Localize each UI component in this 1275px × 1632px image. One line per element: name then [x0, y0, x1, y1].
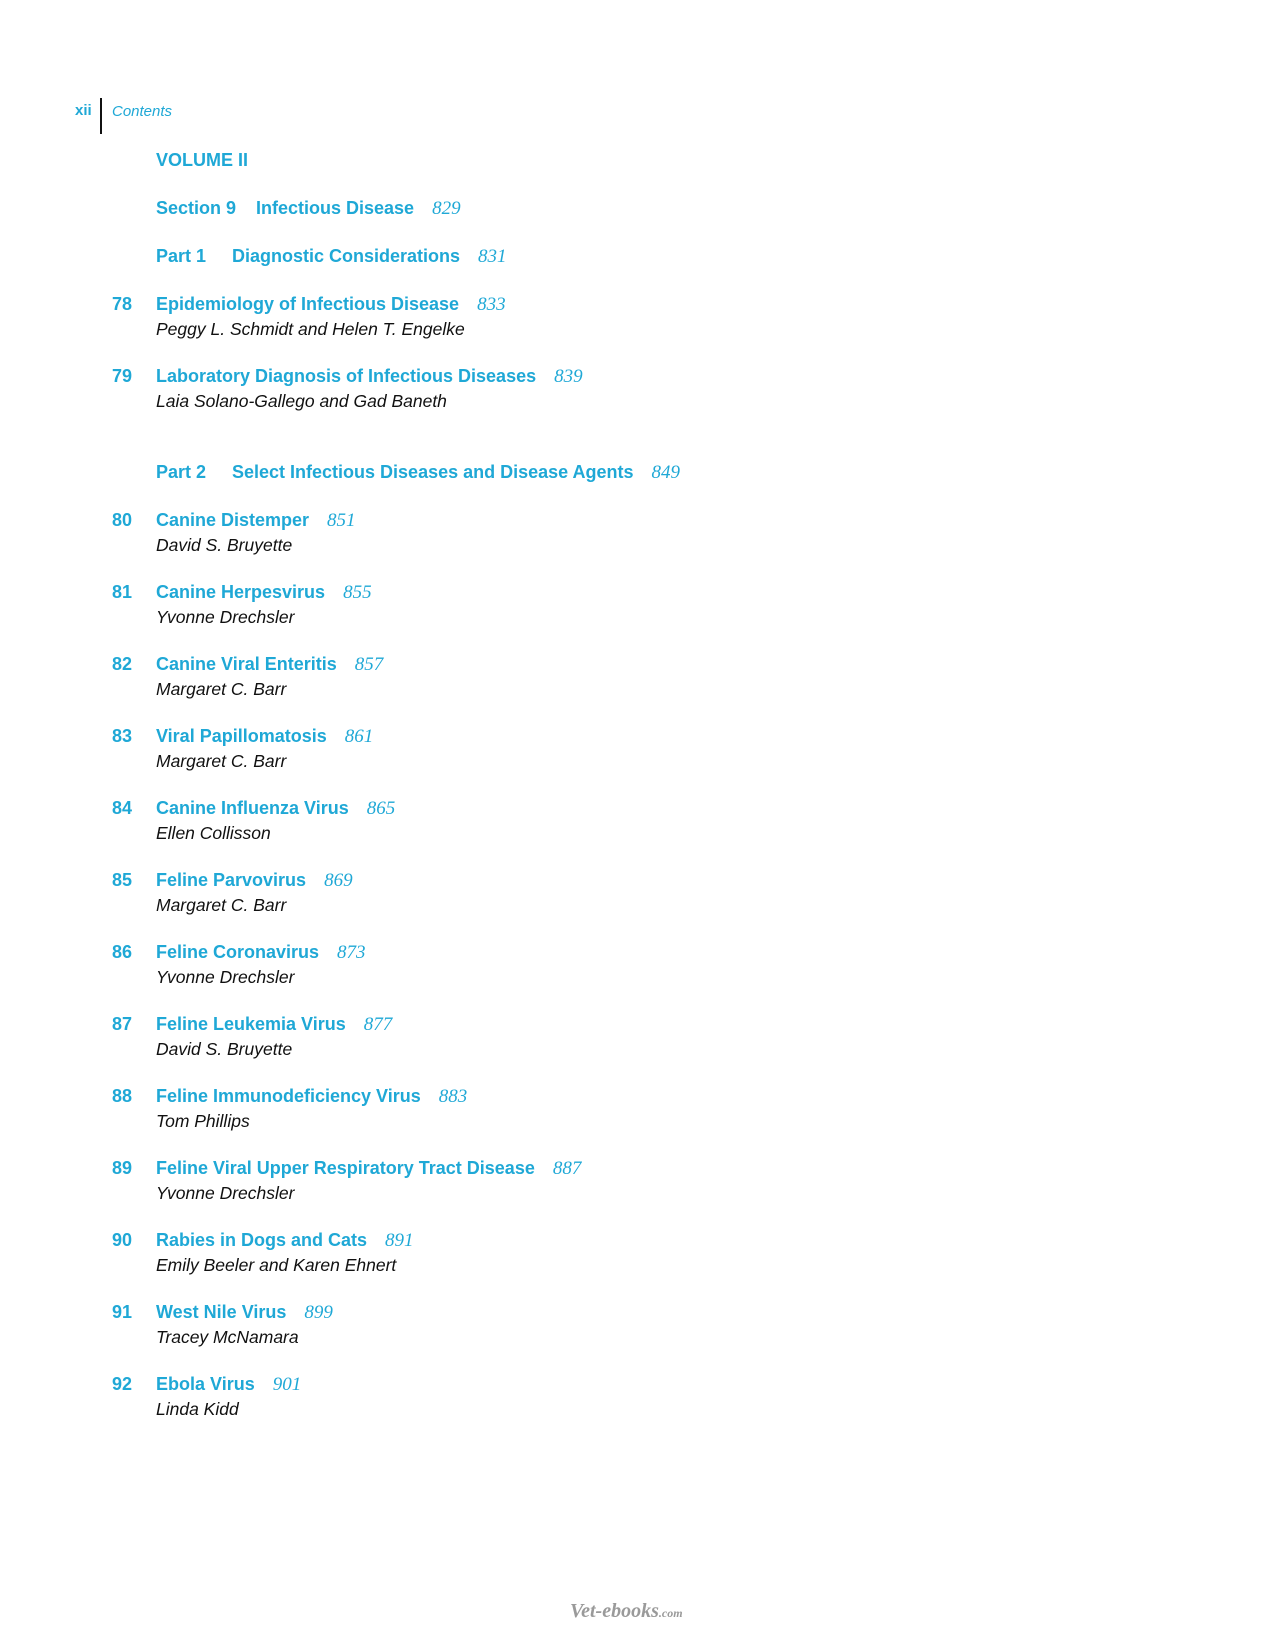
chapter-title-wrap: [156, 1158, 581, 1180]
chapter-page: 833: [477, 294, 506, 315]
chapter-number: 84: [112, 798, 133, 818]
watermark-main: Vet-ebooks: [570, 1600, 659, 1622]
running-title: Contents: [112, 103, 173, 120]
section-label: Section 9: [156, 198, 237, 218]
part-1-label: Part 1: [156, 246, 207, 266]
chapter-author: Yvonne Drechsler: [156, 967, 295, 987]
chapter-title: Canine Influenza Virus: [156, 798, 349, 818]
chapter-title-wrap: [156, 1230, 414, 1252]
section-page: 829: [432, 198, 461, 219]
chapter-title: West Nile Virus: [156, 1302, 287, 1322]
chapter-author: Peggy L. Schmidt and Helen T. Engelke: [156, 319, 465, 339]
chapter-page: 877: [363, 1014, 393, 1035]
chapter-number: 83: [112, 726, 133, 746]
chapter-number: 79: [112, 366, 133, 386]
part-1-title: Diagnostic Considerations: [232, 246, 461, 266]
chapter-title-wrap: [156, 798, 395, 820]
chapter-page: 857: [354, 654, 384, 675]
chapter-author: Yvonne Drechsler: [156, 1183, 295, 1203]
part-1-page: 831: [478, 246, 507, 267]
chapter-page: 901: [272, 1374, 302, 1395]
chapter-title-wrap: [156, 1086, 467, 1108]
chapter-page: 839: [554, 366, 583, 387]
chapter-title-wrap: [156, 366, 583, 388]
chapter-title-wrap: [156, 654, 383, 676]
chapter-number: 78: [112, 294, 133, 314]
chapter-page: 899: [304, 1302, 333, 1323]
chapter-title: Ebola Virus: [156, 1374, 255, 1394]
section-heading[interactable]: [156, 198, 461, 219]
chapter-author: Margaret C. Barr: [156, 751, 287, 771]
chapter-title: Laboratory Diagnosis of Infectious Diseases: [156, 366, 537, 386]
chapter-number: 90: [112, 1230, 133, 1250]
chapter-page: 883: [438, 1086, 468, 1107]
part-2-title-wrap: [232, 462, 680, 484]
chapter-number: 88: [112, 1086, 133, 1106]
chapter-title-wrap: [156, 582, 372, 604]
part-2-page: 849: [651, 462, 681, 483]
chapter-number: 89: [112, 1158, 133, 1178]
chapter-title-wrap: [156, 1374, 301, 1396]
chapter-author: Yvonne Drechsler: [156, 607, 295, 627]
chapter-author: Laia Solano-Gallego and Gad Baneth: [156, 391, 447, 411]
chapter-author: Emily Beeler and Karen Ehnert: [156, 1255, 397, 1275]
chapter-page: 869: [324, 870, 353, 891]
part-2-heading[interactable]: [156, 462, 681, 483]
chapter-author: David S. Bruyette: [156, 535, 293, 555]
chapter-title-wrap: [156, 726, 373, 748]
chapter-page: 887: [552, 1158, 582, 1179]
chapter-number: 80: [112, 510, 133, 530]
part-2-title: Select Infectious Diseases and Disease Agents: [232, 462, 634, 482]
chapter-title: Feline Parvovirus: [156, 870, 307, 890]
chapter-author: Tom Phillips: [156, 1111, 250, 1131]
chapter-title-wrap: [156, 1014, 392, 1036]
chapter-title: Canine Herpesvirus: [156, 582, 326, 602]
chapter-page: 851: [327, 510, 356, 531]
chapter-number: 85: [112, 870, 133, 890]
chapter-number: 91: [112, 1302, 133, 1322]
chapter-number: 92: [112, 1374, 133, 1394]
page-number: xii: [75, 102, 92, 119]
chapter-page: 865: [366, 798, 396, 819]
section-title-wrap: [256, 198, 461, 220]
chapter-number: 81: [112, 582, 133, 602]
chapter-author: Margaret C. Barr: [156, 895, 287, 915]
chapter-title: Feline Leukemia Virus: [156, 1014, 346, 1034]
chapter-title: Feline Coronavirus: [156, 942, 320, 962]
chapter-title: Feline Viral Upper Respiratory Tract Disease: [156, 1158, 535, 1178]
chapter-title-wrap: [156, 294, 506, 316]
part-1-heading[interactable]: [156, 246, 507, 267]
part-1-title-wrap: [232, 246, 507, 268]
chapter-page: 855: [343, 582, 372, 603]
chapter-title-wrap: [156, 1302, 333, 1324]
chapter-title: Canine Viral Enteritis: [156, 654, 337, 674]
chapter-author: David S. Bruyette: [156, 1039, 293, 1059]
chapter-title: Feline Immunodeficiency Virus: [156, 1086, 421, 1106]
chapter-number: 82: [112, 654, 133, 674]
chapter-author: Linda Kidd: [156, 1399, 239, 1419]
chapter-author: Tracey McNamara: [156, 1327, 299, 1347]
chapter-title: Rabies in Dogs and Cats: [156, 1230, 368, 1250]
chapter-number: 86: [112, 942, 133, 962]
chapter-page: 873: [337, 942, 366, 963]
chapter-title: Canine Distemper: [156, 510, 310, 530]
section-title: Infectious Disease: [256, 198, 415, 218]
volume-heading: VOLUME II: [156, 150, 249, 170]
chapter-page: 861: [344, 726, 374, 747]
chapter-title-wrap: [156, 870, 353, 892]
header-divider: [100, 98, 102, 134]
chapter-number: 87: [112, 1014, 133, 1034]
part-2-label: Part 2: [156, 462, 207, 482]
watermark-suffix: .com: [658, 1606, 683, 1620]
chapter-title-wrap: [156, 510, 356, 532]
chapter-title: Epidemiology of Infectious Disease: [156, 294, 460, 314]
chapter-author: Ellen Collisson: [156, 823, 271, 843]
chapter-title: Viral Papillomatosis: [156, 726, 327, 746]
watermark: [570, 1600, 683, 1623]
chapter-title-wrap: [156, 942, 366, 964]
chapter-page: 891: [385, 1230, 414, 1251]
chapter-author: Margaret C. Barr: [156, 679, 287, 699]
